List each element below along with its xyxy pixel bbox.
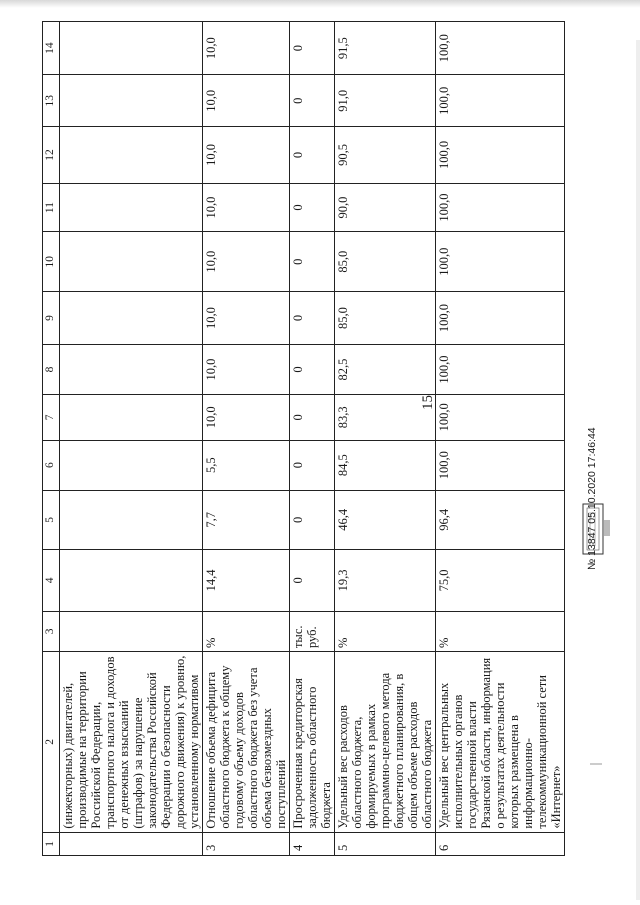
row-number-cell: 6 (436, 832, 565, 855)
value-cell: 100,0 (436, 183, 565, 232)
value-cell: 10,0 (203, 394, 290, 440)
value-cell: 14,4 (203, 550, 290, 612)
value-cell (60, 394, 203, 440)
table-row (203, 22, 290, 856)
value-cell: 96,4 (436, 490, 565, 549)
value-cell: 100,0 (436, 232, 565, 291)
header-cell: 5 (43, 490, 60, 549)
value-cell: 100,0 (436, 345, 565, 395)
indicator-name-cell: Удельный вес расходов областного бюджета, формируемых в рамках программно-целевого метода бюджетного планирования, в общем объеме расходов областного бюджета (335, 652, 436, 833)
table-row (436, 22, 565, 856)
value-cell: 0 (290, 232, 335, 291)
value-cell: 82,5 (335, 345, 436, 395)
scan-shadow (0, 0, 640, 8)
unit-cell: % (203, 611, 290, 651)
value-cell: 0 (290, 22, 335, 75)
row-number-cell: 3 (203, 832, 290, 855)
value-cell: 85,0 (335, 232, 436, 291)
value-cell: 10,0 (203, 291, 290, 344)
header-cell: 2 (43, 652, 60, 833)
header-cell: 8 (43, 345, 60, 395)
value-cell (60, 232, 203, 291)
rotated-table-area (42, 21, 637, 856)
value-cell: 0 (290, 550, 335, 612)
value-cell: 84,5 (335, 440, 436, 490)
header-cell: 10 (43, 232, 60, 291)
header-cell: 9 (43, 291, 60, 344)
row-number-cell (60, 832, 203, 855)
value-cell: 90,5 (335, 127, 436, 183)
value-cell: 100,0 (436, 291, 565, 344)
header-cell: 4 (43, 550, 60, 612)
row-number-cell: 4 (290, 832, 335, 855)
value-cell: 0 (290, 440, 335, 490)
header-cell: 13 (43, 75, 60, 127)
value-cell: 91,0 (335, 75, 436, 127)
value-cell: 10,0 (203, 345, 290, 395)
value-cell: 5,5 (203, 440, 290, 490)
indicator-name-cell: Удельный вес центральных исполнительных органов государственной власти Рязанской области, информация о результатах деятельности которых размещена в информационно-телекоммуникационной сети «Интернет» (436, 652, 565, 833)
value-cell: 10,0 (203, 183, 290, 232)
value-cell: 100,0 (436, 440, 565, 490)
header-cell: 14 (43, 22, 60, 75)
value-cell (60, 345, 203, 395)
value-cell: 0 (290, 490, 335, 549)
value-cell: 46,4 (335, 490, 436, 549)
value-cell: 90,0 (335, 183, 436, 232)
value-cell: 7,7 (203, 490, 290, 549)
value-cell: 75,0 (436, 550, 565, 612)
value-cell: 100,0 (436, 127, 565, 183)
value-cell: 0 (290, 394, 335, 440)
indicator-name-cell: (инжекторных) двигателей, производимые на территории Российской Федерации, транспортного налога и доходов от денежных взысканий (штрафов) за нарушение законодательства Российской Федерации о безопасности дорожного движения) к уровню, установленному нормативом (60, 652, 203, 833)
header-cell: 3 (43, 611, 60, 651)
value-cell: 100,0 (436, 394, 565, 440)
table-row (290, 22, 335, 856)
value-cell: 0 (290, 75, 335, 127)
indicator-name-cell: Отношение объема дефицита областного бюджета к общему годовому объему доходов областного бюджета без учета объема безвозмездных поступлений (203, 652, 290, 833)
value-cell: 10,0 (203, 22, 290, 75)
table-row (60, 22, 203, 856)
value-cell (60, 291, 203, 344)
value-cell: 0 (290, 345, 335, 395)
page-number: 15 (420, 395, 436, 410)
indicator-name-cell: Просроченная кредиторская задолженность областного бюджета (290, 652, 335, 833)
value-cell: 10,0 (203, 75, 290, 127)
value-cell (60, 490, 203, 549)
value-cell: 0 (290, 183, 335, 232)
header-cell: 7 (43, 394, 60, 440)
value-cell: 100,0 (436, 22, 565, 75)
table-row (335, 22, 436, 856)
value-cell (60, 75, 203, 127)
data-table (42, 21, 565, 856)
value-cell (60, 22, 203, 75)
header-row (43, 22, 60, 856)
value-cell (60, 183, 203, 232)
unit-cell: тыс. руб. (290, 611, 335, 651)
value-cell (60, 440, 203, 490)
scan-mark (590, 760, 602, 768)
unit-cell: % (436, 611, 565, 651)
registration-stamp: № 13847 05.10.2020 17:46:44 (586, 427, 598, 570)
unit-cell (60, 611, 203, 651)
value-cell: 10,0 (203, 127, 290, 183)
value-cell: 19,3 (335, 550, 436, 612)
value-cell: 85,0 (335, 291, 436, 344)
header-cell: 1 (43, 832, 60, 855)
unit-cell: % (335, 611, 436, 651)
value-cell: 83,3 (335, 394, 436, 440)
value-cell: 91,5 (335, 22, 436, 75)
value-cell: 0 (290, 127, 335, 183)
value-cell (60, 550, 203, 612)
value-cell (60, 127, 203, 183)
header-cell: 12 (43, 127, 60, 183)
header-cell: 11 (43, 183, 60, 232)
value-cell: 100,0 (436, 75, 565, 127)
value-cell: 0 (290, 291, 335, 344)
value-cell: 10,0 (203, 232, 290, 291)
header-cell: 6 (43, 440, 60, 490)
row-number-cell: 5 (335, 832, 436, 855)
